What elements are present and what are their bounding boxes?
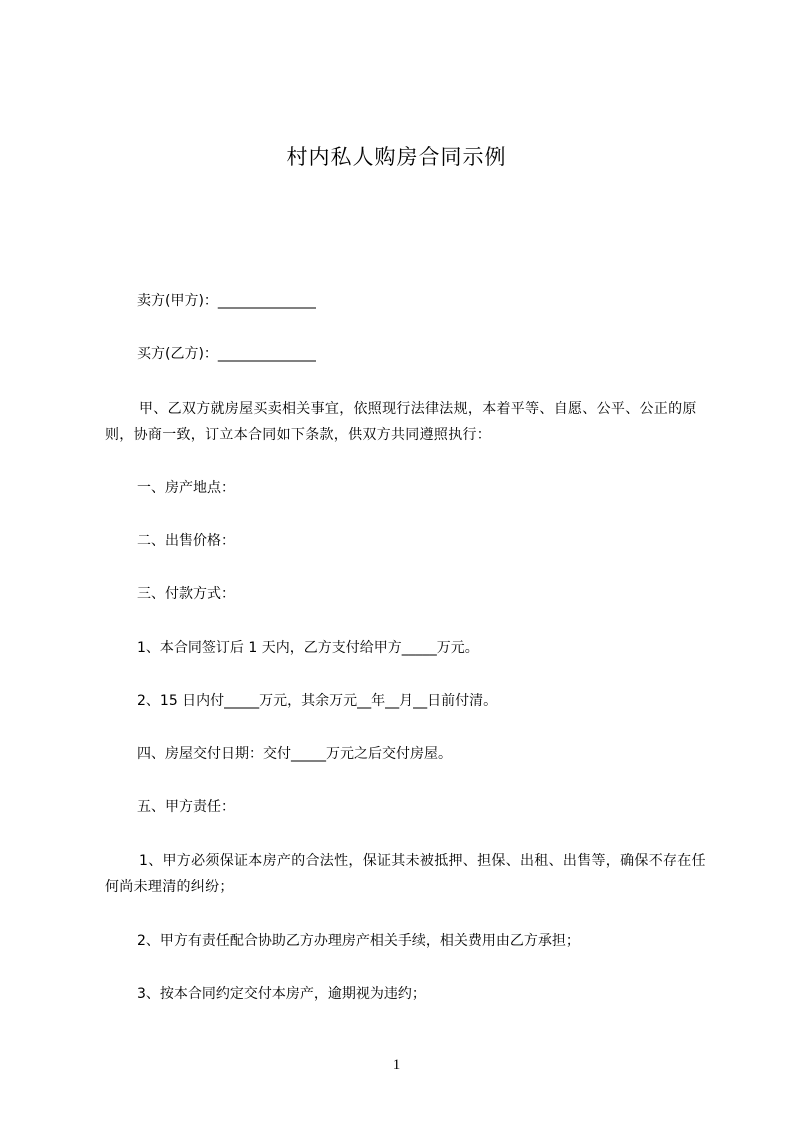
section-heading-price: 二、出售价格：: [137, 533, 235, 549]
buyer-line: 买方(乙方)：______________: [137, 346, 316, 362]
duty-clause-3: 3、按本合同约定交付本房产，逾期视为违约；: [137, 986, 426, 1002]
section-heading-delivery: 四、房屋交付日期：交付_____万元之后交付房屋。: [137, 746, 452, 762]
intro-paragraph: 甲、乙双方就房屋买卖相关事宜，依照现行法律法规，本着平等、自愿、公平、公正的原则，协商一致，订立本合同如下条款，供双方共同遵照执行：: [105, 401, 697, 443]
seller-line: 卖方(甲方)：______________: [137, 293, 316, 309]
section-heading-party-a-duties: 五、甲方责任：: [137, 799, 235, 815]
payment-clause-2: 2、15 日内付_____万元，其余万元__年__月__日前付清。: [137, 693, 498, 709]
document-title: 村内私人购房合同示例: [286, 145, 507, 169]
section-heading-payment: 三、付款方式：: [137, 586, 235, 602]
section-heading-location: 一、房产地点：: [137, 480, 235, 496]
duty-clause-2: 2、甲方有责任配合协助乙方办理房产相关手续，相关费用由乙方承担；: [137, 933, 580, 949]
payment-clause-1: 1、本合同签订后 1 天内，乙方支付给甲方_____万元。: [137, 640, 479, 656]
duty-clause-1: 1、甲方必须保证本房产的合法性，保证其未被抵押、担保、出租、出售等，确保不存在任何尚未理清的纠纷；: [105, 853, 706, 895]
page-number: 1: [392, 1057, 401, 1073]
